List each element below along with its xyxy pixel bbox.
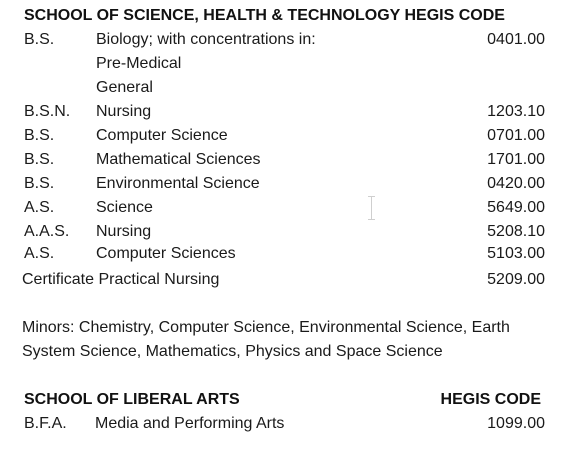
text-cursor-icon: [367, 196, 376, 220]
program-name: Biology; with concentrations in:: [96, 31, 316, 48]
hegis-code: 0701.00: [487, 127, 545, 144]
program-name: Computer Science: [96, 127, 228, 144]
degree-label: B.F.A.: [24, 415, 67, 432]
minors-line: Minors: Chemistry, Computer Science, Environmental Science, Earth: [22, 319, 510, 336]
program-name: Computer Sciences: [96, 245, 236, 262]
degree-label: B.S.N.: [24, 103, 71, 120]
degree-label: B.S.: [24, 151, 55, 168]
hegis-code: 0401.00: [487, 31, 545, 48]
hegis-code: 5208.10: [487, 223, 545, 240]
program-name: Media and Performing Arts: [95, 415, 285, 432]
concentration-name: General: [96, 79, 153, 96]
hegis-code: 5103.00: [487, 245, 545, 262]
degree-label: A.S.: [24, 199, 55, 216]
degree-label: A.S.: [24, 245, 55, 262]
program-name: Nursing: [96, 223, 152, 240]
degree-label: B.S.: [24, 31, 55, 48]
minors-line: System Science, Mathematics, Physics and Space Science: [22, 343, 443, 360]
hegis-code: 1099.00: [487, 415, 545, 432]
certificate-label: Certificate Practical Nursing: [22, 271, 220, 288]
degree-label: A.A.S.: [24, 223, 70, 240]
program-name: Mathematical Sciences: [96, 151, 261, 168]
degree-label: B.S.: [24, 127, 55, 144]
program-name: Science: [96, 199, 153, 216]
hegis-code: 1701.00: [487, 151, 545, 168]
degree-label: B.S.: [24, 175, 55, 192]
program-name: Environmental Science: [96, 175, 260, 192]
liberal-arts-section-title: SCHOOL OF LIBERAL ARTS: [24, 391, 240, 408]
hegis-code: 5649.00: [487, 199, 545, 216]
hegis-code: 1203.10: [487, 103, 545, 120]
concentration-name: Pre-Medical: [96, 55, 182, 72]
hegis-code: 0420.00: [487, 175, 545, 192]
program-name: Nursing: [96, 103, 152, 120]
hegis-code: 5209.00: [487, 271, 545, 288]
hegis-code-header: HEGIS CODE: [440, 391, 541, 408]
science-section-title: SCHOOL OF SCIENCE, HEALTH & TECHNOLOGY HEGIS CODE: [24, 7, 505, 24]
